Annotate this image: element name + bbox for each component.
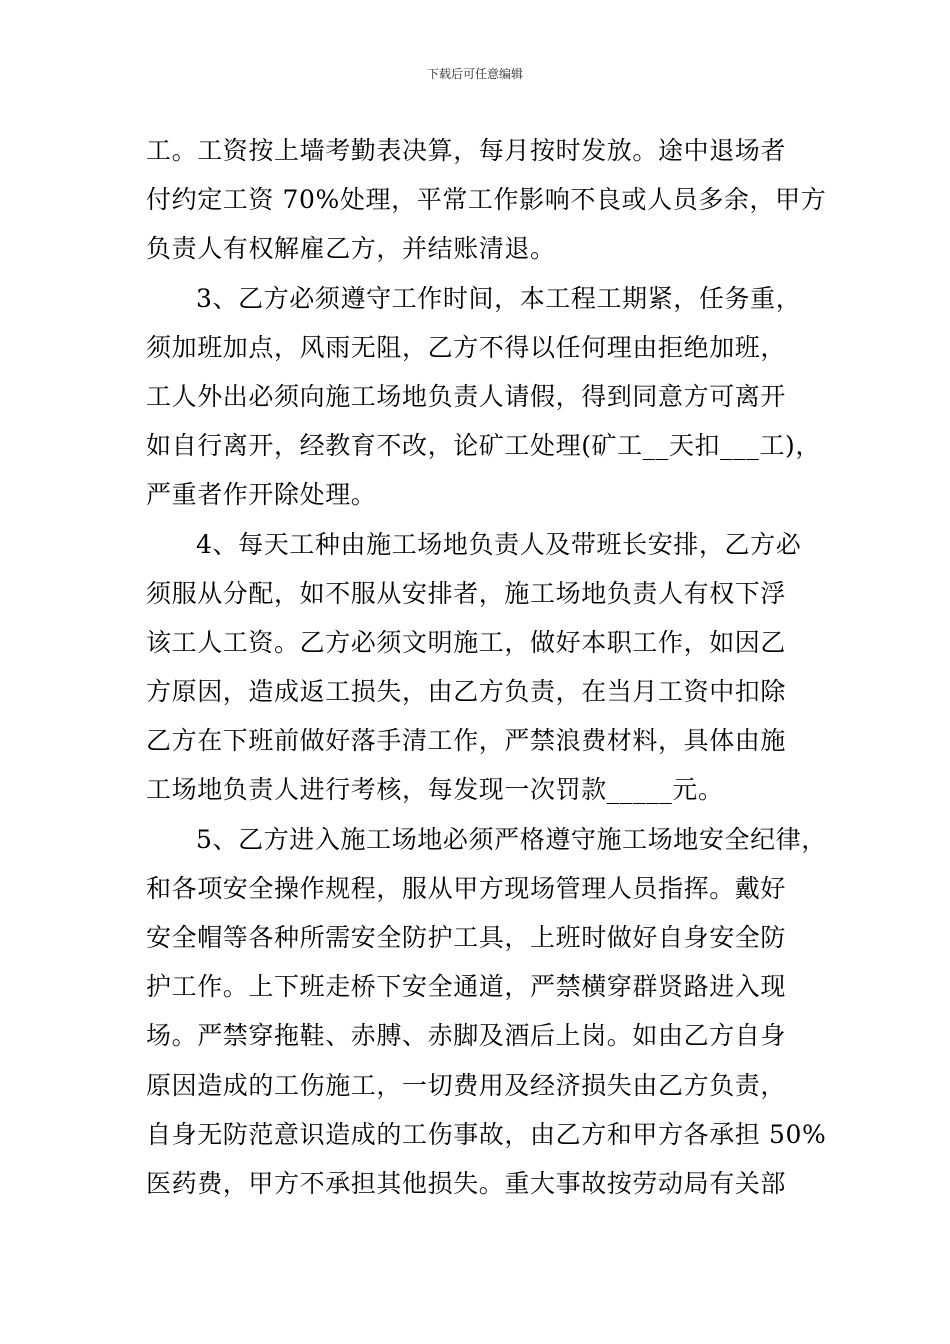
text-line: 医药费，甲方不承担其他损失。重大事故按劳动局有关部 — [146, 1168, 787, 1198]
text-line: 工人外出必须向施工场地负责人请假，得到同意方可离开 — [146, 381, 787, 411]
text-line: 负责人有权解雇乙方，并结账清退。 — [146, 234, 556, 264]
page-header: 下载后可任意编辑 — [426, 67, 523, 81]
text-line: 该工人工资。乙方必须文明施工，做好本职工作，如因乙 — [146, 627, 787, 657]
text-line: 护工作。上下班走桥下安全通道，严禁横穿群贤路进入现 — [146, 972, 787, 1002]
text-line: 付约定工资 70%处理，平常工作影响不良或人员多余，甲方 — [146, 185, 827, 215]
text-line: 场。严禁穿拖鞋、赤膊、赤脚及酒后上岗。如由乙方自身 — [146, 1021, 787, 1051]
text-line: 自身无防范意识造成的工伤事故，由乙方和甲方各承担 50% — [146, 1119, 827, 1149]
paragraph-clause-3 — [146, 274, 826, 520]
text-line: 5、乙方进入施工场地必须严格遵守施工场地安全纪律， — [196, 824, 827, 854]
text-line: 4、每天工种由施工场地负责人及带班长安排，乙方必 — [196, 529, 802, 559]
text-line: 安全帽等各种所需安全防护工具，上班时做好自身安全防 — [146, 923, 787, 952]
text-line: 乙方在下班前做好落手清工作，严禁浪费材料，具体由施 — [146, 726, 787, 756]
text-line: 和各项安全操作规程，服从甲方现场管理人员指挥。戴好 — [146, 873, 787, 903]
text-line: 工。工资按上墙考勤表决算，每月按时发放。途中退场者 — [146, 136, 787, 165]
text-line: 如自行离开，经教育不改，论矿工处理(矿工__天扣___工)， — [146, 431, 822, 461]
paragraph-clause-5 — [146, 815, 826, 1209]
document-body — [146, 126, 826, 1208]
paragraph-wage-continuation — [146, 126, 826, 274]
text-line: 严重者作开除处理。 — [146, 480, 377, 510]
paragraph-clause-4 — [146, 520, 826, 815]
text-line: 须加班加点，风雨无阻，乙方不得以任何理由拒绝加班， — [146, 332, 787, 362]
text-line: 原因造成的工伤施工，一切费用及经济损失由乙方负责， — [146, 1070, 787, 1100]
text-line: 工场地负责人进行考核，每发现一次罚款_____元。 — [146, 775, 724, 805]
text-line: 3、乙方必须遵守工作时间，本工程工期紧，任务重， — [196, 283, 802, 313]
text-line: 须服从分配，如不服从安排者，施工场地负责人有权下浮 — [146, 578, 787, 608]
text-line: 方原因，造成返工损失，由乙方负责，在当月工资中扣除 — [146, 677, 787, 707]
